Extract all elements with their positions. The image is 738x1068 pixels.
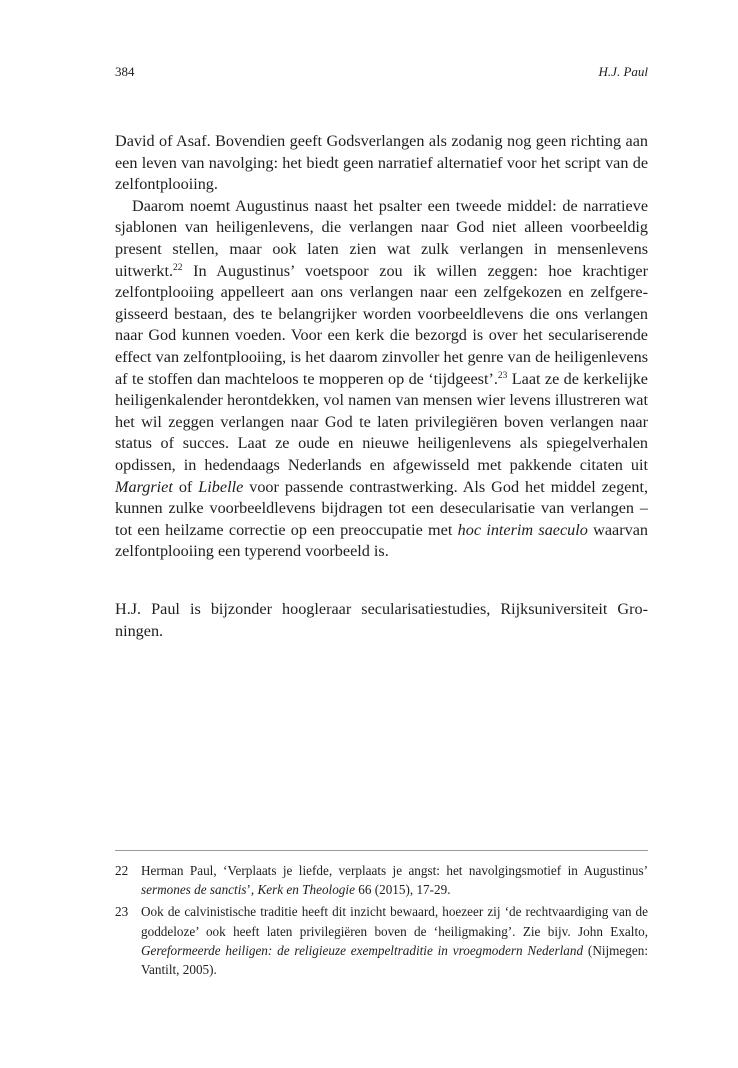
page-number: 384	[115, 64, 135, 79]
latin-phrase: hoc interim saeculo	[457, 520, 588, 539]
footnote-23	[115, 902, 648, 979]
footnote-text: ’,	[246, 882, 258, 898]
footnote-italic: Gereformeerde heiligen: de religieuze exempeltraditie in vroegmodern Nederland	[141, 942, 584, 958]
paragraph	[115, 131, 648, 196]
footnote-reference: 22	[173, 262, 183, 273]
paragraph	[115, 196, 648, 563]
page-header	[115, 64, 648, 84]
paragraph-text: voor passende contrastwerking. Als God het middel zegent, kunnen zulke voorbeeldlevens bijdragen tot een desecularisatie van verlangen – tot een heilzame correctie op een preoccupatie met	[115, 477, 648, 539]
footnote-text: (Nijmegen: Vantilt, 2005).	[141, 942, 648, 978]
footnote-text: Ook de calvinistische traditie heeft dit inzicht bewaard, hoezeer zij ‘de rechtvaardiging van de goddeloze’ ook heeft laten privilegiëren boven de ‘heiligmaking’. Zie bijv. John Exalto,	[141, 904, 648, 939]
footnote-text: 66 (2015), 17-29.	[354, 882, 451, 898]
footnote-divider	[115, 850, 648, 851]
footnote-reference: 23	[497, 370, 508, 381]
footnote-number: 23	[115, 904, 129, 920]
footnote-italic: sermones de sanctis	[141, 882, 247, 898]
paragraph-text: of	[172, 477, 199, 496]
paragraph-text: Laat ze de kerkelijke heiligenkalender herontdekken, vol namen van mensen wier levens illustreren wat het wil zeggen verlangen naar God te laten privilegiëren boven verlangen naar status of succes. Laat ze oude en nieuwe heiligenlevens als spiegelverhalen opdissen, in hedendaags Nederlands en afgewisseld met pakkende citaten uit	[115, 369, 648, 474]
main-text	[115, 131, 648, 563]
magazine-title: Libelle	[198, 477, 244, 496]
running-head: H.J. Paul	[598, 64, 648, 79]
footnotes	[115, 861, 648, 982]
author-note: H.J. Paul is bijzonder hoogleraar secularisatiestudies, Rijksuniversiteit Groningen.	[115, 600, 648, 640]
paragraph-text: In Augustinus’ voetspoor zou ik willen zeggen: hoe krachtiger zelfontplooiing appelleert aan ons verlangen naar een zelfgekozen en zelfgeregisseerd bestaan, des te belangrijker worden voorbeeldlevens die ons verlangen naar God kunnen voeden. Voor een kerk die bezorgd is over het seculariserende effect van zelfontplooiing, is het daarom zinvoller het genre van de heiligenlevens af te stoffen dan machteloos te mopperen op de ‘tijdgeest’.	[115, 261, 648, 388]
footnote-text: Herman Paul, ‘Verplaats je liefde, verplaats je angst: het navolgingsmotief in Augustinus’	[141, 863, 648, 878]
footnote-22	[115, 861, 648, 899]
paragraph-text: Daarom noemt Augustinus naast het psalter een tweede middel: de narratieve sjablonen van heiligenlevens, die verlangen naar God niet alleen voorbeeldig present stellen, maar ook laten zien wat zulk verlangen in mensenlevens uitwerkt.	[115, 196, 648, 280]
footnote-italic: Kerk en Theologie	[257, 882, 355, 898]
paragraph-text: David of Asaf. Bovendien geeft Godsverlangen als zodanig nog geen richting aan een leven van navolging: het biedt geen narratief alternatief voor het script van de zelfontplooiing.	[115, 132, 648, 194]
footnote-number: 22	[115, 863, 129, 878]
magazine-title: Margriet	[115, 477, 173, 496]
paragraph-text: waarvan zelfontplooiing een typerend voorbeeld is.	[115, 520, 648, 561]
